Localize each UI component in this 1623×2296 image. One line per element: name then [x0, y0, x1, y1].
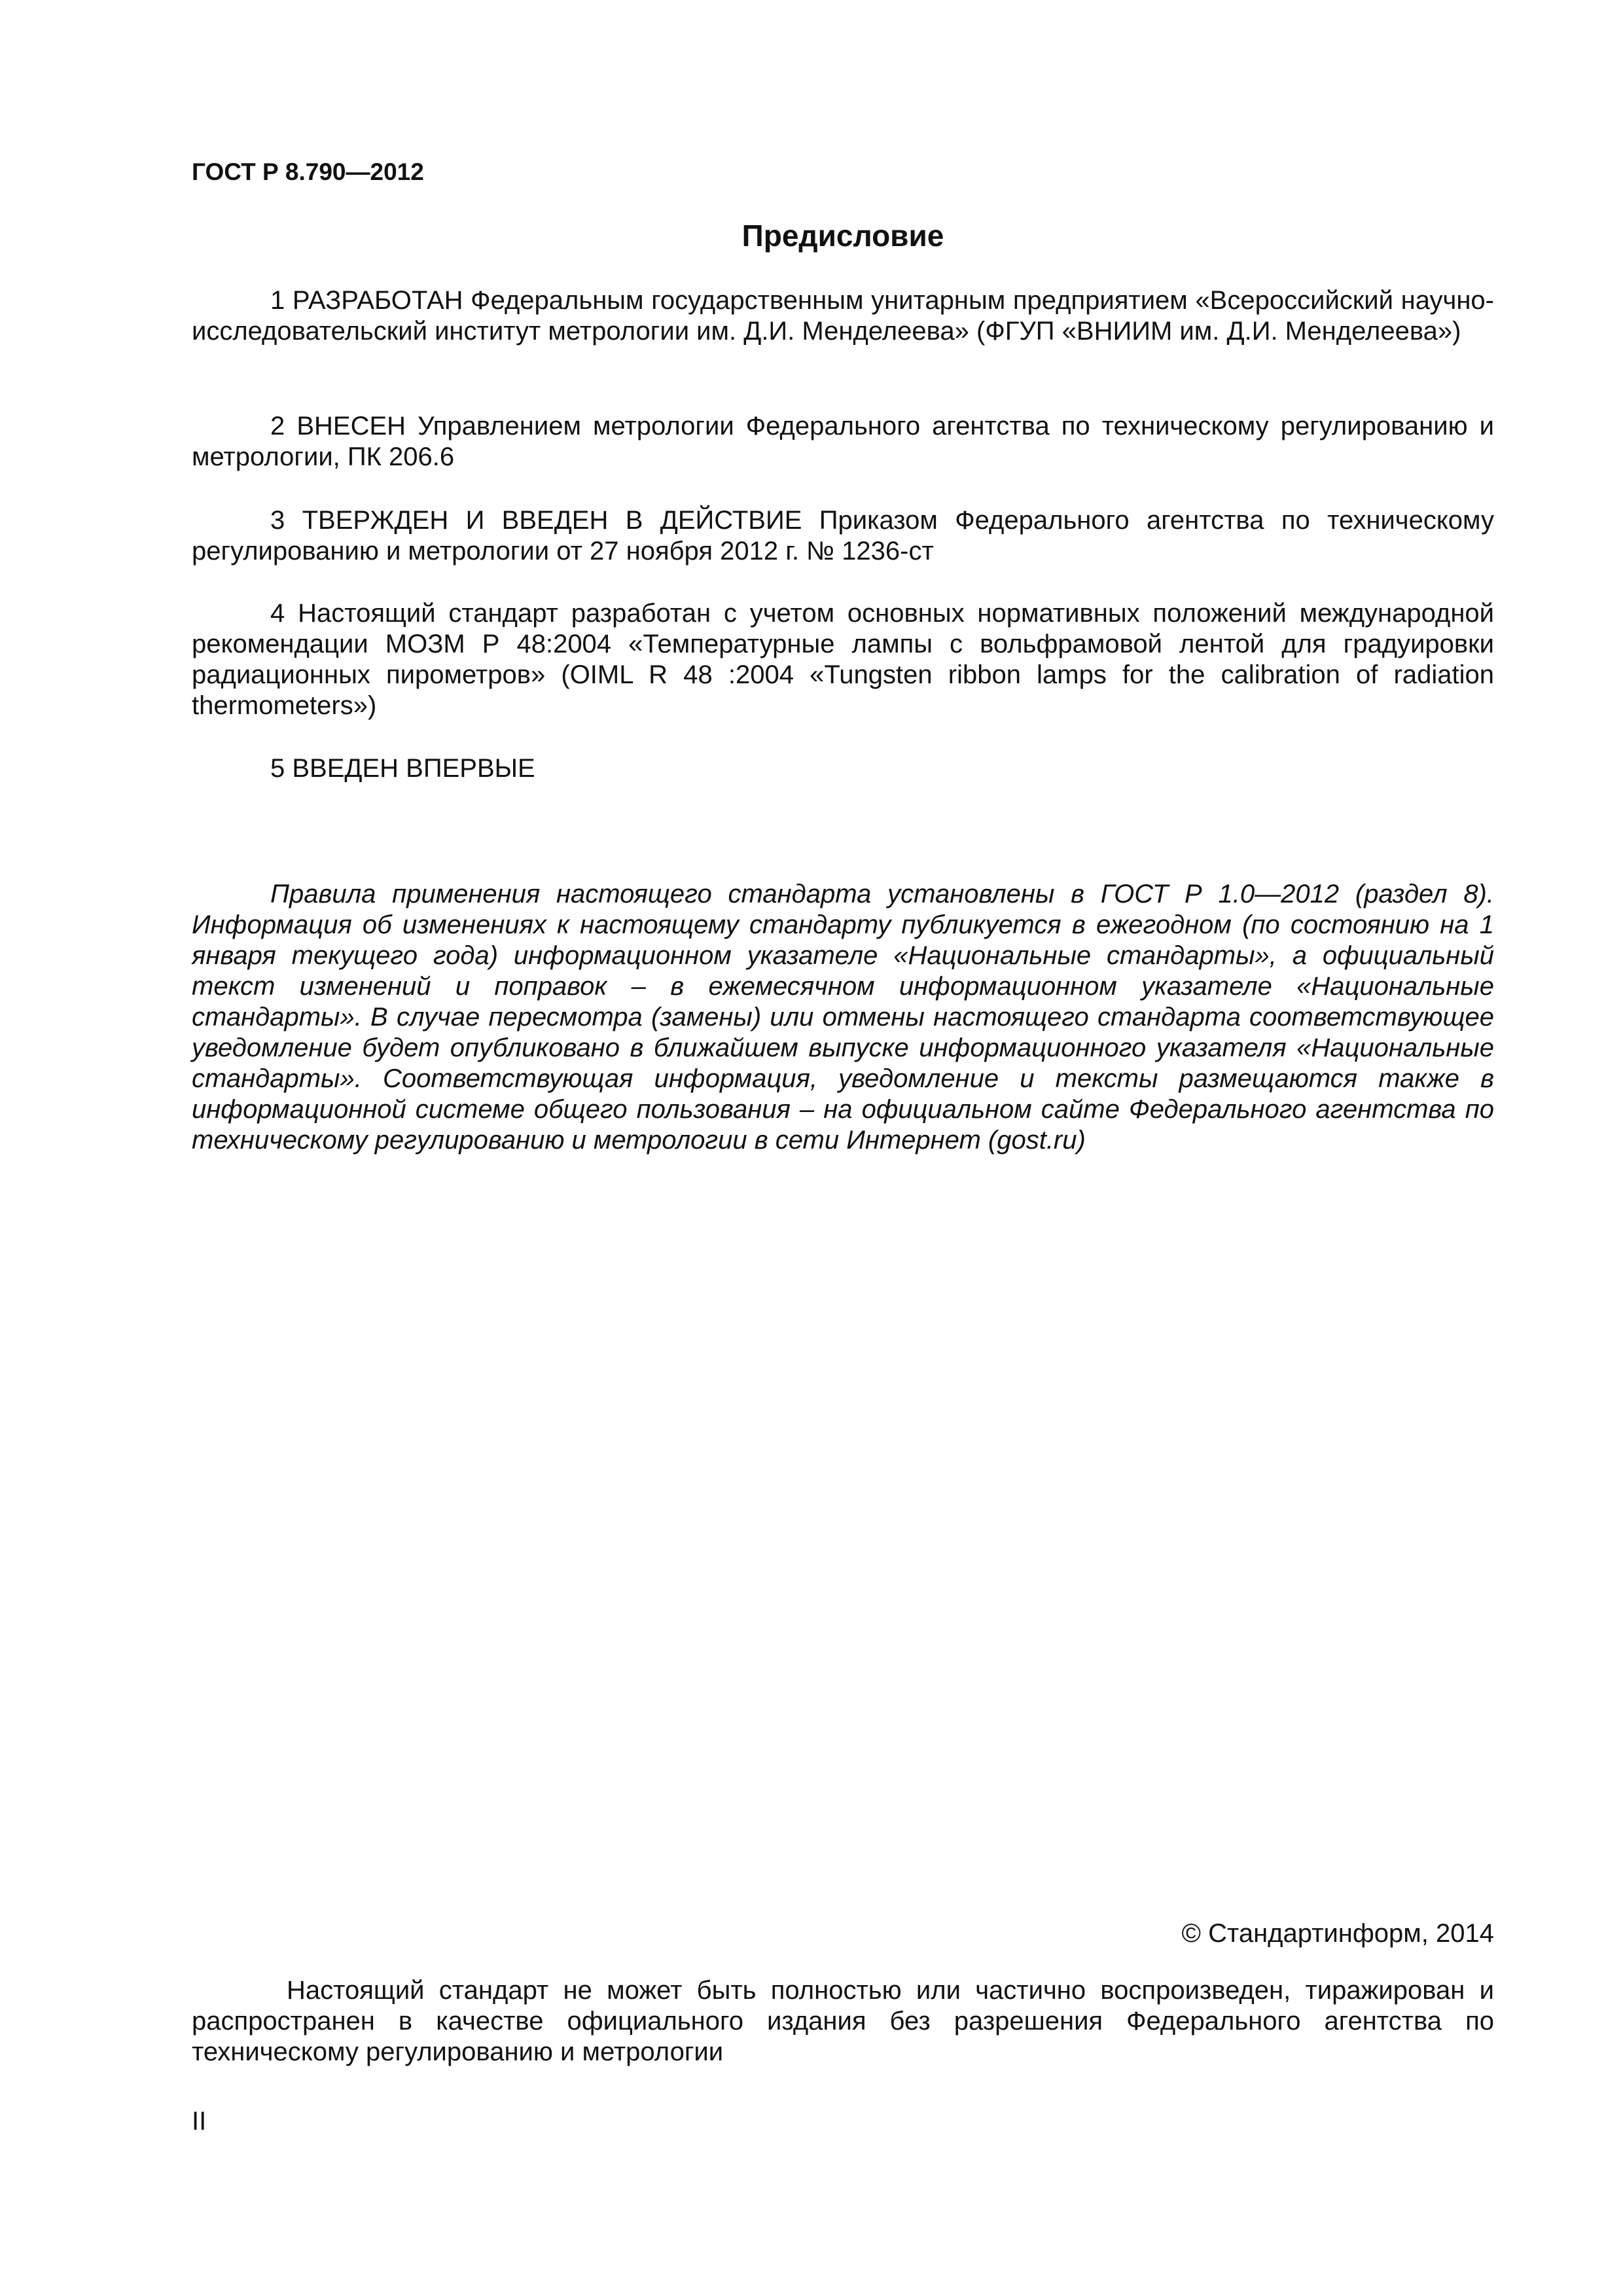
- paragraph-developed-by: 1 РАЗРАБОТАН Федеральным государственным унитарным предприятием «Всероссийский научно-исследовательский институт метрологии им. Д.И. Менделеева» (ФГУП «ВНИИМ им. Д.И. Менделеева»): [192, 286, 1494, 346]
- page-title: Предисловие: [741, 219, 944, 253]
- rules-notice: Правила применения настоящего стандарта установлены в ГОСТ Р 1.0—2012 (раздел 8). Информация об изменениях к настоящему стандарту публикуется в ежегодном (по состоянию на 1 января текущего года) информационном указателе «Национальные стандарты», а официальный текст изменений и поправок – в ежемесячном информационном указателе «Национальные стандарты». В случае пересмотра (замены) или отмены настоящего стандарта соответствующее уведомление будет опубликовано в ближайшем выпуске информационного указателя «Национальные стандарты». Соответствующая информация, уведомление и тексты размещаются также в информационной системе общего пользования – на официальном сайте Федерального агентства по техническому регулированию и метрологии в сети Интернет (gost.ru): [192, 880, 1494, 1155]
- paragraph-first-introduced: 5 ВВЕДЕН ВПЕРВЫЕ: [270, 754, 535, 783]
- paragraph-introduced-by: 2 ВНЕСЕН Управлением метрологии Федерального агентства по техническому регулированию и метрологии, ПК 206.6: [192, 412, 1494, 471]
- document-code: ГОСТ Р 8.790—2012: [192, 158, 424, 185]
- copyright: © Стандартинформ, 2014: [1181, 1919, 1494, 1948]
- reproduction-notice: Настоящий стандарт не может быть полностью или частично воспроизведен, тиражирован и распространен в качестве официального издания без разрешения Федерального агентства по техническому регулированию и метрологии: [192, 1976, 1494, 2066]
- paragraph-approved: 3 ТВЕРЖДЕН И ВВЕДЕН В ДЕЙСТВИЕ Приказом Федерального агентства по техническому регулированию и метрологии от 27 ноября 2012 г. № 1236-ст: [192, 506, 1494, 565]
- page-number: II: [192, 2107, 207, 2136]
- paragraph-based-on: 4 Настоящий стандарт разработан с учетом основных нормативных положений международной рекомендации МОЗМ Р 48:2004 «Температурные лампы с вольфрамовой лентой для градуировки радиационных пирометров» (OIML R 48 :2004 «Tungsten ribbon lamps for the calibration of radiation thermometers»): [192, 599, 1494, 720]
